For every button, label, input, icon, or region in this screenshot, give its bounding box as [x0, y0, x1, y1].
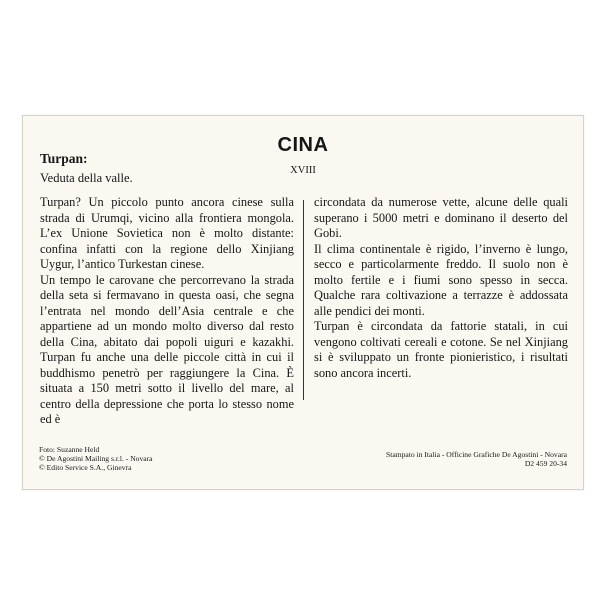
left-paragraph-1: Turpan? Un piccolo punto ancora cinese sulla strada di Urumqi, vicino alla frontiera mongola. L’ex Unione Sovietica non è molto distante: confina infatti con la regione dello Xinjiang Uygur, l’antico Turkestan cinese.: [40, 195, 294, 271]
printer-info: [386, 450, 567, 468]
copyright-line-2: © Edito Service S.A., Ginevra: [39, 463, 132, 472]
right-paragraph-2: Il clima continentale è rigido, l’inverno è lungo, secco e particolarmente freddo. Il suolo non è molto fertile e i fiumi sono spesso in secca. Qualche rara coltivazione a terrazze è addossata alle pendici dei monti.: [314, 241, 568, 318]
right-paragraph-3: Turpan è circondata da fattorie statali, in cui vengono coltivati cereali e cotone. Se nel Xinjiang si è sviluppato un fronte pionieristico, i risultati sono ancora incerti.: [314, 319, 568, 380]
credits: [39, 445, 153, 472]
column-divider: [303, 200, 304, 400]
text-column-left: [40, 195, 294, 428]
right-paragraph-1: circondata da numerose vette, alcune delle quali superano i 5000 metri e dominano il deserto del Gobi.: [314, 195, 568, 240]
card-title: CINA: [277, 134, 329, 156]
left-paragraph-2: Un tempo le carovane che percorrevano la strada della seta si fermavano in questa oasi, che segna l’entrata nel mondo dell’Asia centrale e che appartiene ad un mondo molto diverso dal resto della Cina, abitato dai popoli uiguri e kazakhi. Turpan fu anche una delle piccole città in cui il buddhismo penetrò per raggiungere la Cina. È situata a 150 metri sotto il livello del mare, al centro della depressione che porta lo stesso nome ed è: [40, 272, 294, 426]
place-name: Turpan:: [40, 151, 88, 166]
card-number: XVIII: [290, 165, 316, 176]
copyright-line-1: © De Agostini Mailing s.r.l. - Novara: [39, 454, 153, 463]
photo-credit: Foto: Suzanne Held: [39, 445, 100, 454]
product-code: D2 459 20-34: [524, 459, 567, 468]
place-subtitle: Veduta della valle.: [40, 171, 133, 185]
postcard: [22, 115, 584, 490]
text-column-right: [314, 195, 568, 381]
printed-in: Stampato in Italia - Officine Grafiche De Agostini - Novara: [386, 450, 567, 459]
